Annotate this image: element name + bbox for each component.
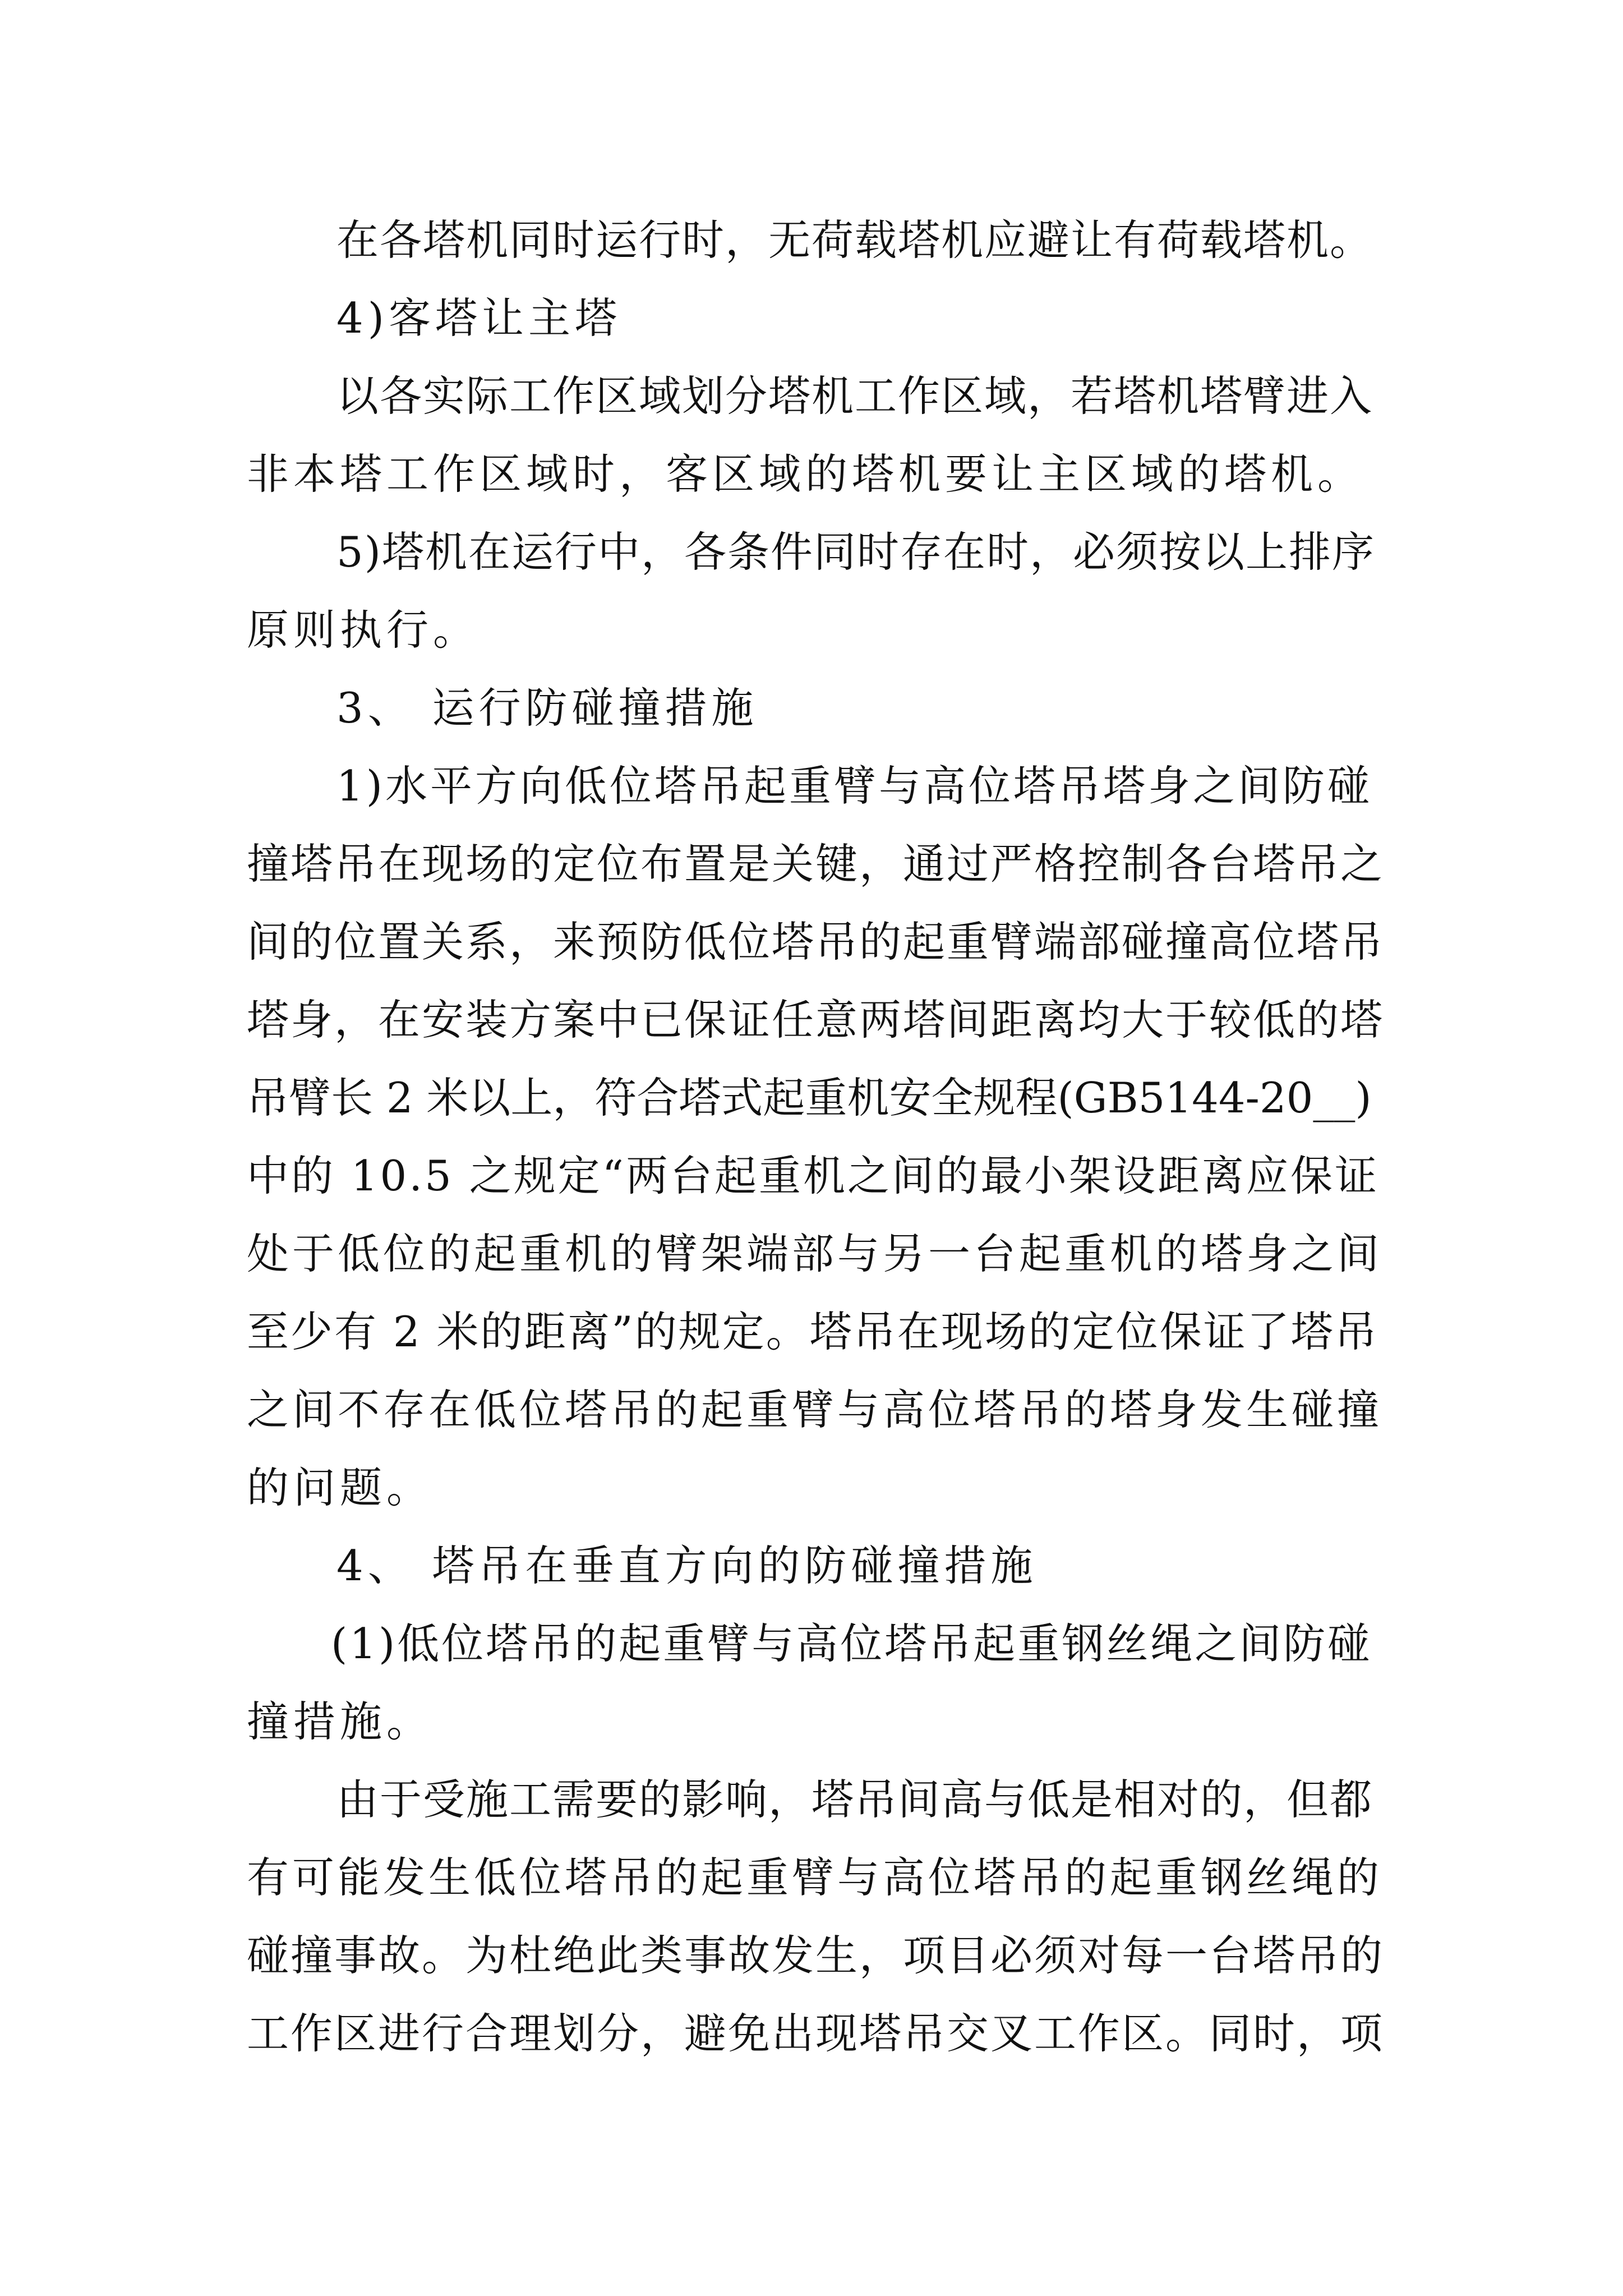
paragraph-line: 工作区进行合理划分，避免出现塔吊交叉工作区。同时，项 [247, 2009, 1385, 2058]
paragraph-line: 间的位置关系，来预防低位塔吊的起重臂端部碰撞高位塔吊 [247, 917, 1385, 967]
paragraph-line: 至少有 2 米的距离”的规定。塔吊在现场的定位保证了塔吊 [247, 1307, 1378, 1356]
section-heading-4: 4、 塔吊在垂直方向的防碰撞措施 [336, 1541, 1038, 1590]
subheading-5-line: 5)塔机在运行中，各条件同时存在时，必须按以上排序 [336, 527, 1375, 577]
paragraph-line: 之间不存在低位塔吊的起重臂与高位塔吊的塔身发生碰撞 [247, 1385, 1383, 1434]
paragraph-line: 吊臂长 2 米以上，符合塔式起重机安全规程(GB5144-20__) [247, 1073, 1372, 1122]
paragraph-line: 撞塔吊在现场的定位布置是关键，通过严格控制各台塔吊之 [247, 839, 1385, 889]
paragraph-line: 中的 10.5 之规定“两台起重机之间的最小架设距离应保证 [247, 1151, 1380, 1200]
paragraph-line: 在各塔机同时运行时，无荷载塔机应避让有荷载塔机。 [336, 215, 1373, 265]
paragraph-line: 碰撞事故。为杜绝此类事故发生，项目必须对每一台塔吊的 [247, 1931, 1385, 1980]
paragraph-line: 由于受施工需要的影响，塔吊间高与低是相对的，但都 [336, 1775, 1373, 1824]
paragraph-line: 撞措施。 [247, 1697, 434, 1746]
paragraph-line: 有可能发生低位塔吊的起重臂与高位塔吊的起重钢丝绳的 [247, 1853, 1383, 1902]
paragraph-line: 1)水平方向低位塔吊起重臂与高位塔吊塔身之间防碰 [336, 761, 1372, 811]
subheading-4-guest-tower: 4)客塔让主塔 [336, 293, 621, 343]
paragraph-line: (1)低位塔吊的起重臂与高位塔吊起重钢丝绳之间防碰 [331, 1619, 1372, 1668]
paragraph-line: 的问题。 [247, 1463, 434, 1512]
paragraph-line: 非本塔工作区域时，客区域的塔机要让主区域的塔机。 [247, 449, 1364, 499]
section-heading-3: 3、 运行防碰撞措施 [336, 683, 758, 733]
paragraph-line: 处于低位的起重机的臂架端部与另一台起重机的塔身之间 [247, 1229, 1383, 1278]
paragraph-line: 以各实际工作区域划分塔机工作区域，若塔机塔臂进入 [336, 371, 1373, 421]
paragraph-line: 塔身，在安装方案中已保证任意两塔间距离均大于较低的塔 [247, 995, 1385, 1045]
paragraph-line: 原则执行。 [247, 605, 480, 655]
